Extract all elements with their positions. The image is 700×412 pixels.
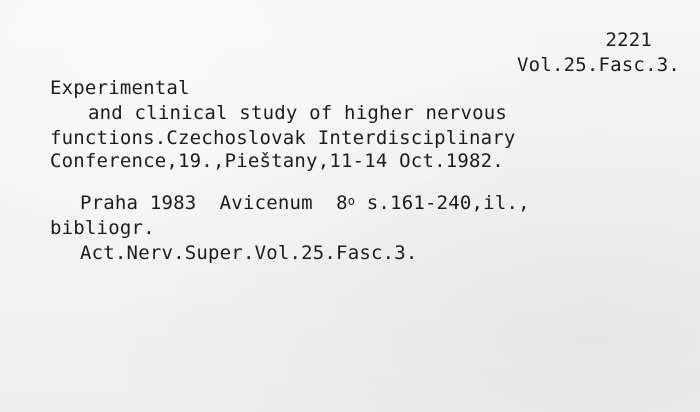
imprint-line [80, 194, 530, 213]
volume-reference: Vol.25.Fasc.3. [517, 54, 680, 76]
title-line-3: functions.Czechoslovak Interdisciplinary [50, 127, 516, 149]
title-line-1: Experimental [50, 77, 190, 99]
bibliography-note: bibliogr. [50, 217, 155, 239]
publisher: Avicenum [219, 192, 313, 214]
shelf-number: 2221 [605, 29, 652, 51]
title-line-4: Conference,19.,Pieštany,11-14 Oct.1982. [50, 150, 504, 172]
publication-place-year: Praha 1983 [80, 192, 197, 214]
series-statement: Act.Nerv.Super.Vol.25.Fasc.3. [80, 242, 418, 264]
pagination: s.161-240,il., [366, 192, 530, 214]
title-line-2: and clinical study of higher nervous [88, 102, 508, 124]
format: 8$^o$ [336, 192, 356, 214]
